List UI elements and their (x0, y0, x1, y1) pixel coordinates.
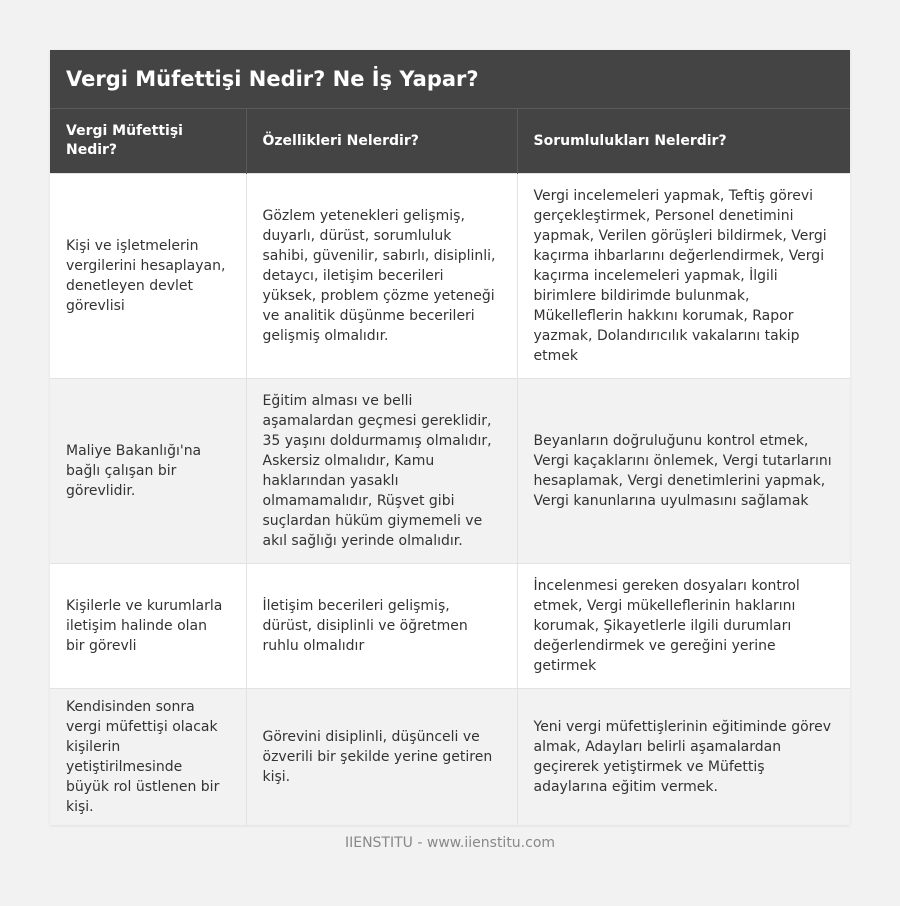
table-cell: Görevini disiplinli, düşünceli ve özverili bir şekilde yerine getiren kişi. (246, 689, 517, 826)
header-row (50, 109, 850, 174)
table-row (50, 689, 850, 826)
table-row (50, 564, 850, 689)
table-title: Vergi Müfettişi Nedir? Ne İş Yapar? (50, 50, 850, 108)
column-header: Özellikleri Nelerdir? (246, 109, 517, 174)
table-cell: Yeni vergi müfettişlerinin eğitiminde görev almak, Adayları belirli aşamalardan geçirerek yetiştirmek ve Müfettiş adaylarına eğitim vermek. (517, 689, 850, 826)
table-row (50, 174, 850, 379)
table-row (50, 379, 850, 564)
column-header: Sorumlulukları Nelerdir? (517, 109, 850, 174)
table-cell: Gözlem yetenekleri gelişmiş, duyarlı, dürüst, sorumluluk sahibi, güvenilir, sabırlı, disiplinli, detaycı, iletişim becerileri yüksek, problem çözme yeteneği ve analitik düşünme becerileri gelişmiş olmalıdır. (246, 174, 517, 379)
table-cell: Kişilerle ve kurumlarla iletişim halinde olan bir görevli (50, 564, 246, 689)
table-cell: Vergi incelemeleri yapmak, Teftiş görevi gerçekleştirmek, Personel denetimini yapmak, Verilen görüşleri bildirmek, Vergi kaçırma ihbarlarını değerlendirmek, Vergi kaçırma incelemeleri yapmak, İlgili birimlere bildirimde bulunmak, Mükelleflerin hakkını korumak, Rapor yazmak, Dolandırıcılık vakalarını takip etmek (517, 174, 850, 379)
table-cell: Kendisinden sonra vergi müfettişi olacak kişilerin yetiştirilmesinde büyük rol üstlenen bir kişi. (50, 689, 246, 826)
column-header: Vergi Müfettişi Nedir? (50, 109, 246, 174)
table-cell: Kişi ve işletmelerin vergilerini hesaplayan, denetleyen devlet görevlisi (50, 174, 246, 379)
table-cell: Maliye Bakanlığı'na bağlı çalışan bir görevlidir. (50, 379, 246, 564)
table-cell: Beyanların doğruluğunu kontrol etmek, Vergi kaçaklarını önlemek, Vergi tutarlarını hesaplamak, Vergi denetimlerini yapmak, Vergi kanunlarına uyulmasını sağlamak (517, 379, 850, 564)
info-table (50, 108, 850, 825)
footer-credit: IIENSTITU - www.iienstitu.com (344, 835, 556, 851)
info-table-card (50, 50, 850, 825)
table-cell: İletişim becerileri gelişmiş, dürüst, disiplinli ve öğretmen ruhlu olmalıdır (246, 564, 517, 689)
table-cell: Eğitim alması ve belli aşamalardan geçmesi gereklidir, 35 yaşını doldurmamış olmalıdır, Askersiz olmalıdır, Kamu haklarından yasaklı olmamamalıdır, Rüşvet gibi suçlardan hüküm giymemeli ve akıl sağlığı yerinde olmalıdır. (246, 379, 517, 564)
table-cell: İncelenmesi gereken dosyaları kontrol etmek, Vergi mükelleflerinin haklarını korumak, Şikayetlerle ilgili durumları değerlendirmek ve gereğini yerine getirmek (517, 564, 850, 689)
